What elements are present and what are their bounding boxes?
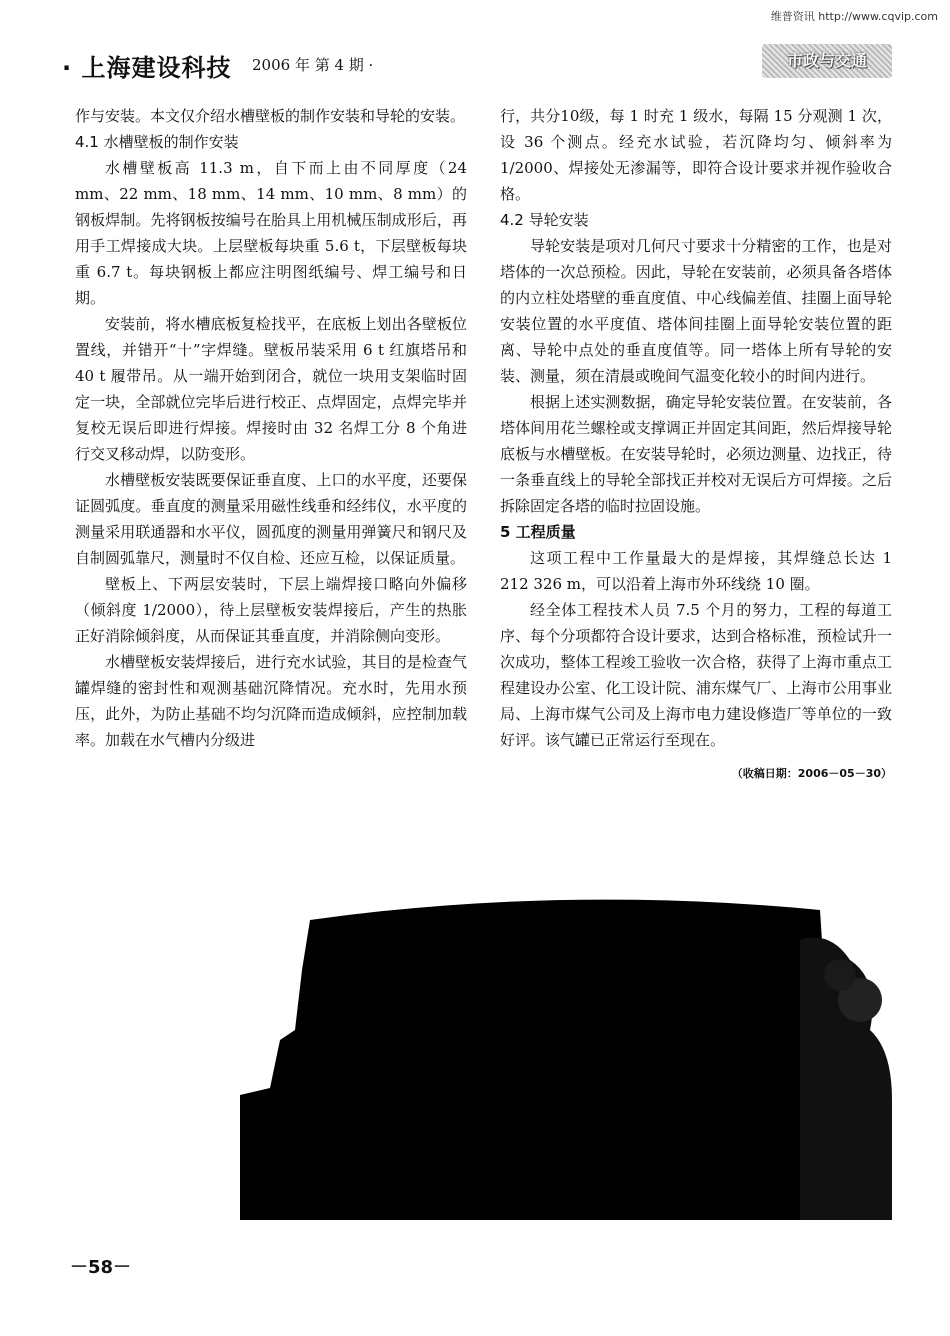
watermark: 维普资讯 http://www.cqvip.com bbox=[770, 10, 938, 23]
section-heading: 5 工程质量 bbox=[500, 523, 576, 541]
paragraph: 根据上述实测数据，确定导轮安装位置。在安装前，各塔体间用花兰螺栓或支撑调正并固定其间距，然后焊接导轮底板与水槽壁板。在安装导轮时，必须边测量、边找正，待一条垂直线上的导轮全部找正并校对无误后方可焊接。之后拆除固定各塔的临时拉固设施。 bbox=[500, 393, 892, 515]
section-heading: 4.1 水槽壁板的制作安装 bbox=[75, 133, 239, 151]
paragraph: 壁板上、下两层安装时，下层上端焊接口略向外偏移（倾斜度 1/2000），待上层壁板安装焊接后，产生的热胀正好消除倾斜度，从而保证其垂直度，并消除侧向变形。 bbox=[75, 575, 467, 645]
section-tag: 市政与交通 bbox=[762, 44, 892, 78]
page-header bbox=[62, 48, 892, 80]
right-column bbox=[500, 103, 892, 787]
paragraph: 经全体工程技术人员 7.5 个月的努力，工程的每道工序、每个分项都符合设计要求，达到合格标准，预检试升一次成功，整体工程竣工验收一次合格，获得了上海市重点工程建设办公室、化工设计院、浦东煤气厂、上海市公用事业局、上海市煤气公司及上海市电力建设修造厂等单位的一致好评。该气罐已正常运行至现在。 bbox=[500, 601, 892, 749]
paragraph: 导轮安装是项对几何尺寸要求十分精密的工作，也是对塔体的一次总预检。因此，导轮在安装前，必须具备各塔体的内立柱处塔壁的垂直度值、中心线偏差值、挂圈上面导轮安装位置的水平度值、塔体间挂圈上面导轮安装位置的距离、导轮中点处的垂直度值等。同一塔体上所有导轮的安装、测量，须在清晨或晚间气温变化较小的时间内进行。 bbox=[500, 237, 892, 385]
issue-label: 2006 年 第 4 期 · bbox=[252, 56, 374, 74]
gas-tank-photo bbox=[240, 880, 892, 1220]
paragraph: 水槽壁板安装既要保证垂直度、上口的水平度，还要保证圆弧度。垂直度的测量采用磁性线垂和经纬仪，水平度的测量采用联通器和水平仪，圆孤度的测量用弹簧尺和钢尺及自制圆弧靠尺，测量时不仅自检、还应互检，以保证质量。 bbox=[75, 471, 467, 567]
paragraph: 水槽壁板高 11.3 m，自下而上由不同厚度（24 mm、22 mm、18 mm、14 mm、10 mm、8 mm）的钢板焊制。先将钢板按编号在胎具上用机械压制成形后，再用手工焊接成大块。上层壁板每块重 5.6 t，下层壁板每块重 6.7 t。每块钢板上都应注明图纸编号、焊工编号和日期。 bbox=[75, 159, 467, 307]
section-heading: 4.2 导轮安装 bbox=[500, 211, 589, 229]
paragraph: 作与安装。本文仅介绍水槽壁板的制作安装和导轮的安装。 bbox=[75, 107, 466, 125]
paragraph: 安装前，将水槽底板复检找平，在底板上划出各壁板位置线，并错开“十”字焊缝。壁板吊装采用 6 t 红旗塔吊和 40 t 履带吊。从一端开始到闭合，就位一块用支架临时固定一块，全部就位完毕后进行校正、点焊固定，点焊完毕并复校无误后即进行焊接。焊接时由 32 名焊工分 8 个角进行交叉移动焊，以防变形。 bbox=[75, 315, 467, 463]
paragraph: 这项工程中工作量最大的是焊接，其焊缝总长达 1 212 326 m，可以沿着上海市外环线绕 10 圈。 bbox=[500, 549, 892, 593]
received-date: （收稿日期：2006－05－30） bbox=[731, 767, 892, 780]
paragraph: 水槽壁板安装焊接后，进行充水试验，其目的是检查气罐焊缝的密封性和观测基础沉降情况。充水时，先用水预压，此外，为防止基础不均匀沉降而造成倾斜，应控制加载率。加载在水气槽内分级进 bbox=[75, 653, 467, 749]
journal-title: · 上海建设科技 bbox=[62, 54, 232, 82]
page-number: －58－ bbox=[70, 1257, 132, 1278]
left-column bbox=[75, 103, 467, 753]
paragraph: 行，共分10级，每 1 时充 1 级水，每隔 15 分观测 1 次，设 36 个测点。经充水试验，若沉降均匀、倾斜率为 1/2000、焊接处无渗漏等，即符合设计要求并视作验收合格。 bbox=[500, 107, 892, 203]
